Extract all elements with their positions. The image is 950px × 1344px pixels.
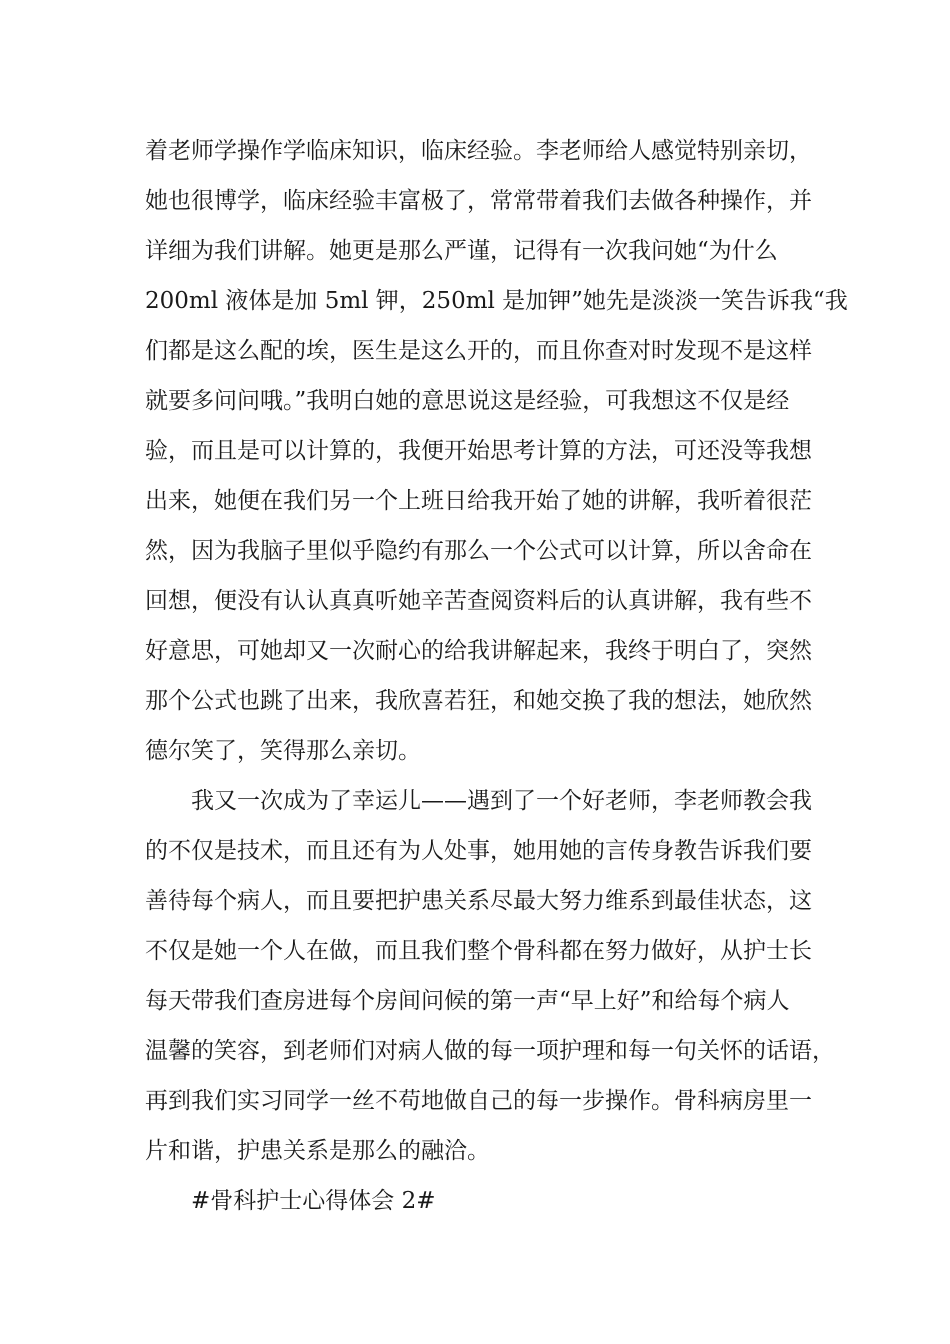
paragraph-1-line: 好意思，可她却又一次耐心的给我讲解起来，我终于明白了，突然 <box>145 638 812 664</box>
paragraph-1-line: 200ml 液体是加 5ml 钾，250ml 是加钾”她先是淡淡一笑告诉我“我 <box>145 288 848 314</box>
paragraph-1-line: 着老师学操作学临床知识，临床经验。李老师给人感觉特别亲切， <box>145 138 812 164</box>
paragraph-2-line: 善待每个病人，而且要把护患关系尽最大努力维系到最佳状态，这 <box>145 888 812 914</box>
paragraph-1-line: 然，因为我脑子里似乎隐约有那么一个公式可以计算，所以舍命在 <box>145 538 812 564</box>
paragraph-1-line: 她也很博学，临床经验丰富极了，常常带着我们去做各种操作，并 <box>145 188 812 214</box>
paragraph-2-line: 每天带我们查房进每个房间问候的第一声“早上好”和给每个病人 <box>145 988 790 1014</box>
paragraph-1-line: 就要多问问哦。”我明白她的意思说这是经验，可我想这不仅是经 <box>145 388 790 414</box>
paragraph-2-line: 片和谐，护患关系是那么的融洽。 <box>145 1138 490 1164</box>
paragraph-1-line: 出来，她便在我们另一个上班日给我开始了她的讲解，我听着很茫 <box>145 488 812 514</box>
paragraph-2-line: 温馨的笑容，到老师们对病人做的每一项护理和每一句关怀的话语， <box>145 1038 835 1064</box>
paragraph-2-line: 的不仅是技术，而且还有为人处事，她用她的言传身教告诉我们要 <box>145 838 812 864</box>
paragraph-1-line: 详细为我们讲解。她更是那么严谨，记得有一次我问她“为什么 <box>145 238 778 264</box>
paragraph-1-line: 验，而且是可以计算的，我便开始思考计算的方法，可还没等我想 <box>145 438 812 464</box>
paragraph-1-line: 那个公式也跳了出来，我欣喜若狂，和她交换了我的想法，她欣然 <box>145 688 812 714</box>
paragraph-1-line: 回想，便没有认认真真听她辛苦查阅资料后的认真讲解，我有些不 <box>145 588 812 614</box>
section-heading: #骨科护士心得体会 2# <box>191 1188 436 1214</box>
paragraph-2-line: 再到我们实习同学一丝不苟地做自己的每一步操作。骨科病房里一 <box>145 1088 812 1114</box>
paragraph-1-line: 们都是这么配的埃，医生是这么开的，而且你查对时发现不是这样 <box>145 338 812 364</box>
paragraph-1-line: 德尔笑了，笑得那么亲切。 <box>145 738 421 764</box>
paragraph-2-line: 不仅是她一个人在做，而且我们整个骨科都在努力做好，从护士长 <box>145 938 812 964</box>
paragraph-2-line: 我又一次成为了幸运儿——遇到了一个好老师，李老师教会我 <box>191 788 812 814</box>
